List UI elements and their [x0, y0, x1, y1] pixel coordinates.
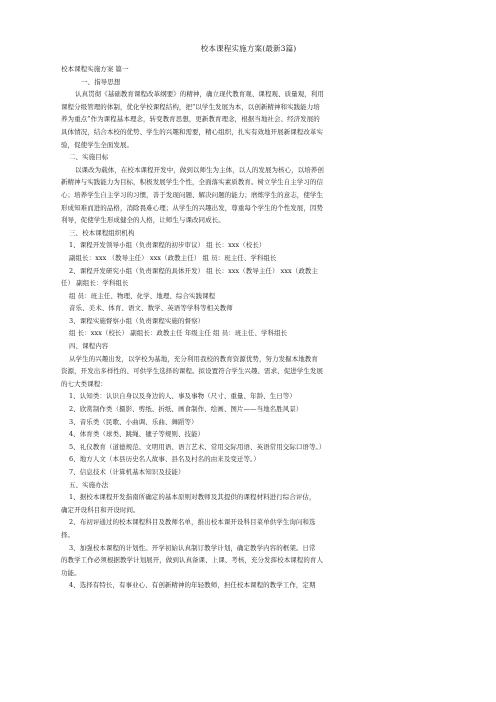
paragraph-line: 1、据校本课程开发指南所确定的基本原则对教师及其提供的课程材料进行综合评估，: [69, 493, 316, 502]
paragraph-line: 课程分级管理的体制，优化学校课程结构，把“以学生发展为本，以创新精神和实践能力培: [61, 102, 320, 111]
document-title: 校本课程实施方案(最新3篇): [200, 44, 297, 53]
paragraph-line: 资源，开发出多样性的、可供学生选择的课程。拟设置符合学生兴趣、需求、促进学生发展: [61, 367, 323, 376]
paragraph-line: 择。: [61, 530, 75, 539]
paragraph-line: 2、布初评通过的校本课程科目及教师名单，推出校本课开设科目菜单供学生询问和选: [69, 518, 316, 527]
paragraph-line: 验，促使学生全面发展。: [61, 140, 134, 149]
paragraph-line: 二、实施目标: [69, 153, 109, 162]
paragraph-line: 功能。: [61, 568, 81, 577]
paragraph-line: 以课改为载体，在校本课程开发中，做到以师生为主体，以人的发展为核心，以培养创: [75, 165, 324, 174]
paragraph-line: 四、课程内容: [69, 342, 109, 351]
document-body: [61, 76, 436, 592]
paragraph-line: 任） 副组长：学科组长: [61, 279, 129, 288]
paragraph-line: 4、体育类（球类、跳绳、毽子等规则、技能）: [69, 430, 205, 439]
paragraph-line: 组 员：班主任、物理、化学、地理、综合实践课程: [69, 291, 216, 300]
document-subtitle: 校本课程实施方案 篇一: [61, 65, 129, 73]
paragraph-line: 3、音乐类（民歌、小曲调、乐曲、舞蹈等）: [69, 417, 198, 426]
paragraph-line: 3、加强校本课程的计划性。开学初始认真制订教学计划，确定教学内容的框架。日常: [69, 543, 316, 552]
paragraph-line: 7、信息技术（计算机基本知识及技能）: [69, 468, 185, 476]
paragraph-line: 的教学工作必须根据教学计划展开，做到认真备课、上课、考核，充分发挥校本课程的育人: [61, 556, 323, 565]
paragraph-line: 5、礼仪教育（道德规范、文明用语、语言艺术、常用交际用语、英语常用交际口语等。）: [69, 442, 326, 451]
paragraph-line: 1、认知类：认识自身以及身边的人、事及事物（尺寸、重量、年龄、生日等）: [69, 392, 296, 401]
paragraph-line: 1、课程开发领导小组（负责课程的初步审议） 组 长：xxx（校长）: [69, 241, 266, 250]
paragraph-line: 从学生的兴趣出发，以学校为基地，充分利用我校的教育资源优势，努力发掘本地教育: [69, 354, 318, 363]
paragraph-line: 的七大类课程：: [61, 379, 107, 388]
paragraph-line: 形成知难而进的品格，消除畏难心理；从学生的兴趣出发，尊重每个学生的个性发展，因势: [61, 203, 323, 212]
paragraph-line: 养为重点”作为课程基本理念，转变教育思想，更新教育理念，根据当地社会、经济发展的: [61, 115, 320, 124]
paragraph-line: 利导，促使学生形成健全的人格，让师生与课改同成长。: [61, 216, 225, 225]
paragraph-line: 音乐、美术、体育、语文、数学、英语等学科等相关教师: [69, 304, 233, 313]
paragraph-line: 2、课程开发研究小组（负责课程的具体开发） 组 长：xxx（教导主任） xxx（政教主: [69, 266, 318, 275]
paragraph-line: 五、实施办法: [69, 480, 109, 489]
paragraph-line: 组 长：xxx（校长） 副组长：政教主任 年级主任 组 员：班主任、学科组长: [69, 329, 288, 338]
paragraph-line: 副组长：xxx （教导主任） xxx（政教主任） 组 员：班主任、学科组长: [69, 253, 277, 262]
paragraph-line: 2、欣赏制作类（摄影、剪纸、折纸、画食制作、绘画、图片——当地名胜风景）: [69, 405, 303, 414]
paragraph-line: 具体情况，结合本校的优势、学生的兴趣和需要，精心组织，扎实有效地开展新课程改革实: [61, 127, 323, 136]
paragraph-line: 认真贯彻《基础教育课程改革纲要》的精神，确立现代教育观、课程观、质量观，利用: [75, 90, 324, 99]
paragraph-line: 确定开设科目和开设时间。: [61, 505, 140, 514]
document-page: [61, 43, 436, 592]
paragraph-line: 4、选择有特长，有事业心、有创新精神的年轻教师，担任校本课程的教学工作，定期: [69, 581, 316, 590]
paragraph-line: 3、课程实施督察小组（负责课程实施的督察）: [69, 316, 205, 325]
paragraph-line: 一、指导思想: [81, 77, 121, 86]
paragraph-line: 心；培养学生自主学习的习惯，善于发现问题、解决问题的能力；磨炼学生的意志，使学生: [61, 190, 323, 199]
paragraph-line: 6、地方人文（本县历史名人故事、县名及村名的由来及变迁等。）: [69, 455, 260, 464]
paragraph-line: 三、校本课程组织机构: [69, 228, 135, 237]
paragraph-line: 新精神与实践能力为目标，积极发展学生个性，全面落实素质教育。树立学生自主学习的信: [61, 178, 323, 187]
